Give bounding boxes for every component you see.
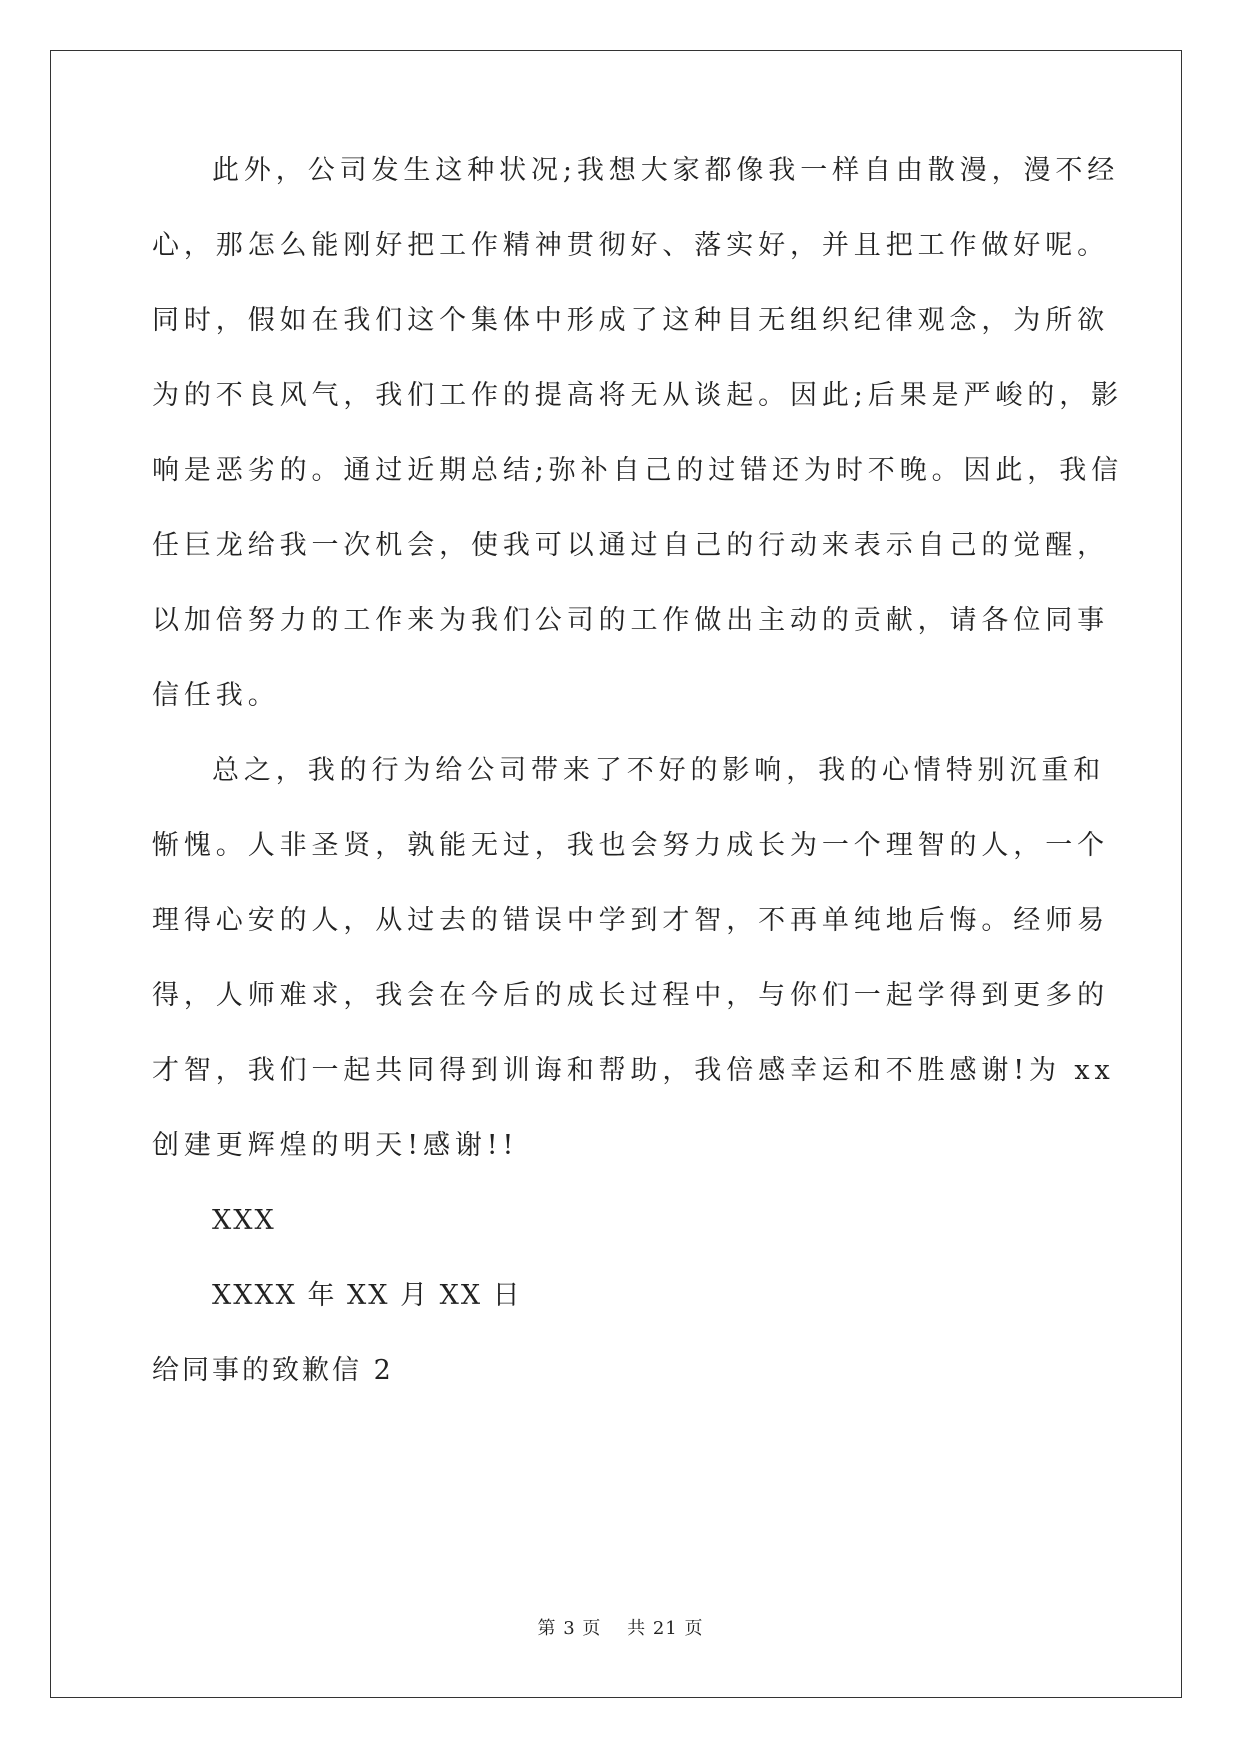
paragraph-1-line-4: 为的不良风气，我们工作的提高将无从谈起。因此;后果是严峻的，影 [152, 380, 1123, 411]
paragraph-1-line-6: 任巨龙给我一次机会，使我可以通过自己的行动来表示自己的觉醒， [152, 530, 1109, 561]
page-border [50, 50, 1182, 1698]
paragraph-1-line-2: 心，那怎么能刚好把工作精神贯彻好、落实好，并且把工作做好呢。 [152, 230, 1109, 261]
paragraph-1-line-7: 以加倍努力的工作来为我们公司的工作做出主动的贡献，请各位同事 [152, 605, 1109, 636]
paragraph-2-line-1: 总之，我的行为给公司带来了不好的影响，我的心情特别沉重和 [212, 755, 1106, 786]
signature-date: XXXX 年 XX 月 XX 日 [212, 1280, 522, 1311]
paragraph-2-line-4: 得，人师难求，我会在今后的成长过程中，与你们一起学得到更多的 [152, 980, 1109, 1011]
paragraph-2-line-5: 才智，我们一起共同得到训诲和帮助，我倍感幸运和不胜感谢!为 xx [152, 1055, 1115, 1086]
paragraph-1-line-8: 信任我。 [152, 680, 280, 711]
paragraph-2-line-2: 惭愧。人非圣贤，孰能无过，我也会努力成长为一个理智的人，一个 [152, 830, 1109, 861]
paragraph-1-line-1: 此外，公司发生这种状况;我想大家都像我一样自由散漫，漫不经 [212, 155, 1120, 186]
signature-name: XXX [212, 1205, 276, 1236]
page-footer: 第 3 页 共 21 页 [537, 1618, 704, 1639]
paragraph-1-line-5: 响是恶劣的。通过近期总结;弥补自己的过错还为时不晚。因此，我信 [152, 455, 1123, 486]
paragraph-2-line-6: 创建更辉煌的明天!感谢!! [152, 1130, 519, 1161]
paragraph-2-line-3: 理得心安的人，从过去的错误中学到才智，不再单纯地后悔。经师易 [152, 905, 1109, 936]
next-letter-heading: 给同事的致歉信 2 [152, 1355, 394, 1386]
paragraph-1-line-3: 同时，假如在我们这个集体中形成了这种目无组织纪律观念，为所欲 [152, 305, 1109, 336]
